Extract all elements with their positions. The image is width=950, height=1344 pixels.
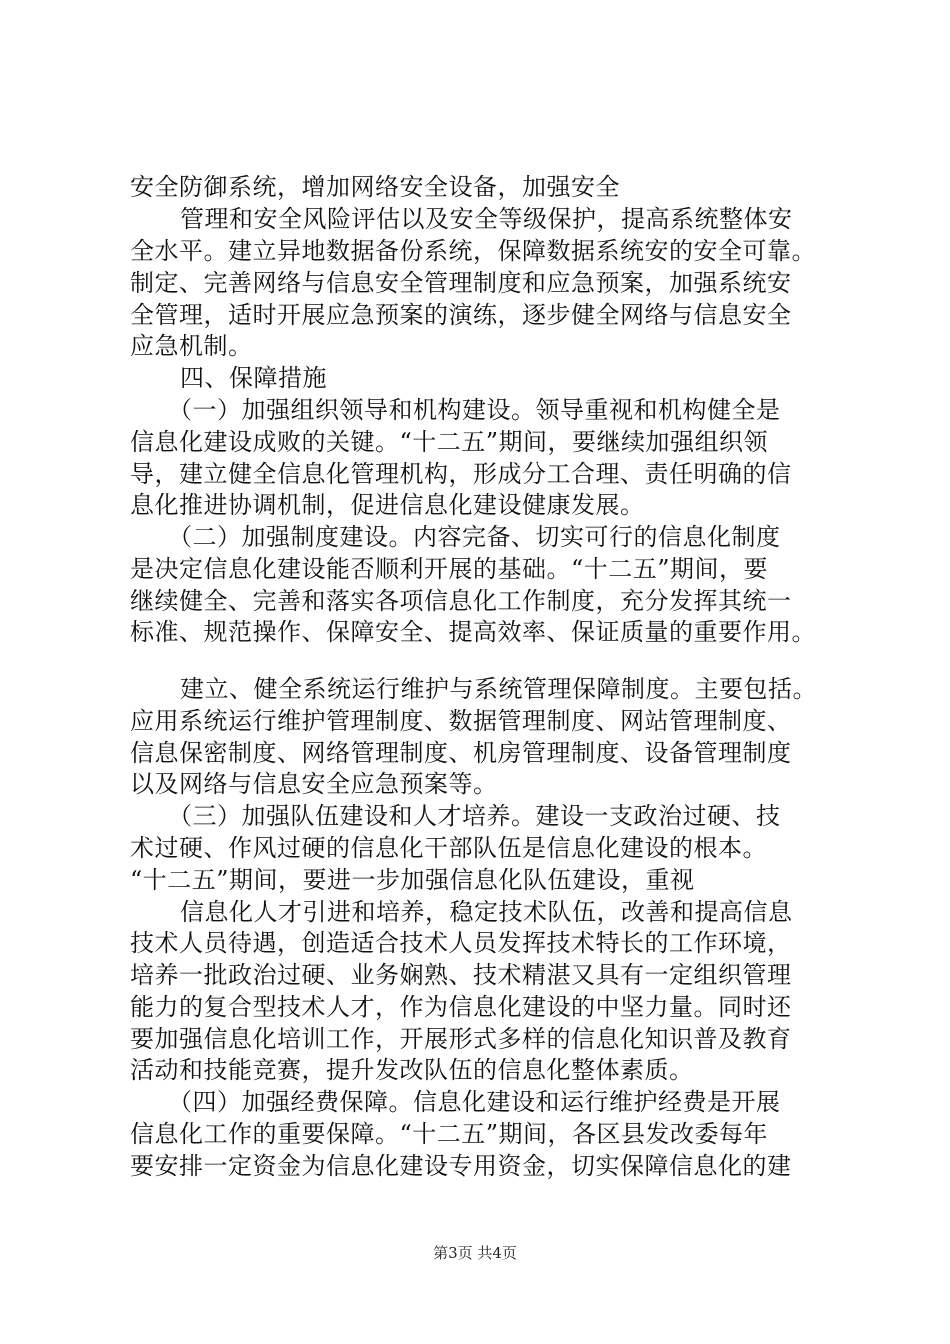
text-line: 以及网络与信息安全应急预案等。 <box>130 770 498 798</box>
text-line: 制定、完善网络与信息安全管理制度和应急预案，加强系统安 <box>130 269 792 297</box>
text-line: 要加强信息化培训工作，开展形式多样的信息化知识普及教育 <box>130 1025 792 1053</box>
text-line: （二）加强制度建设。内容完备、切实可行的信息化制度 <box>168 523 781 551</box>
text-line: 信息化建设成败的关键。“十二五”期间，要继续加强组织领 <box>130 428 769 456</box>
text-line: 息化推进协调机制，促进信息化建设健康发展。 <box>130 491 645 519</box>
text-line: 能力的复合型技术人才，作为信息化建设的中坚力量。同时还 <box>130 993 792 1021</box>
text-line: （一）加强组织领导和机构建设。领导重视和机构健全是 <box>168 396 781 424</box>
text-line: 信息化人才引进和培养，稳定技术队伍，改善和提高信息 <box>180 898 793 926</box>
text-line: 建立、健全系统运行维护与系统管理保障制度。主要包括。 <box>180 675 817 703</box>
text-line: 安全防御系统，增加网络安全设备，加强安全 <box>130 173 620 201</box>
text-line: 全水平。建立异地数据备份系统，保障数据系统安的安全可靠。 <box>130 237 816 265</box>
text-line: 要安排一定资金为信息化建设专用资金，切实保障信息化的建 <box>130 1152 792 1180</box>
text-line: 是决定信息化建设能否顺利开展的基础。“十二五”期间，要 <box>130 555 769 583</box>
text-line: “十二五”期间，要进一步加强信息化队伍建设，重视 <box>130 866 695 894</box>
section-heading: 四、保障措施 <box>180 364 327 392</box>
text-line: 应用系统运行维护管理制度、数据管理制度、网站管理制度、 <box>130 707 792 735</box>
text-line: 导，建立健全信息化管理机构，形成分工合理、责任明确的信 <box>130 460 792 488</box>
text-line: 继续健全、完善和落实各项信息化工作制度，充分发挥其统一 <box>130 587 792 615</box>
text-line: 管理和安全风险评估以及安全等级保护，提高系统整体安 <box>180 205 793 233</box>
text-line: 信息化工作的重要保障。“十二五”期间，各区县发改委每年 <box>130 1120 769 1148</box>
text-line: 全管理，适时开展应急预案的演练，逐步健全网络与信息安全 <box>130 301 792 329</box>
text-line: （三）加强队伍建设和人才培养。建设一支政治过硬、技 <box>168 802 781 830</box>
text-line: 培养一批政治过硬、业务娴熟、技术精湛又具有一定组织管理 <box>130 961 792 989</box>
text-line: 术过硬、作风过硬的信息化干部队伍是信息化建设的根本。 <box>130 834 767 862</box>
text-line: （四）加强经费保障。信息化建设和运行维护经费是开展 <box>168 1088 781 1116</box>
page-number-footer: 第3页 共4页 <box>433 1244 517 1262</box>
text-line: 信息保密制度、网络管理制度、机房管理制度、设备管理制度 <box>130 739 792 767</box>
text-line: 应急机制。 <box>130 332 253 360</box>
text-line: 活动和技能竞赛，提升发改队伍的信息化整体素质。 <box>130 1056 694 1084</box>
text-line: 技术人员待遇，创造适合技术人员发挥技术特长的工作环境， <box>130 929 792 957</box>
text-line: 标准、规范操作、保障安全、提高效率、保证质量的重要作用。 <box>130 618 816 646</box>
